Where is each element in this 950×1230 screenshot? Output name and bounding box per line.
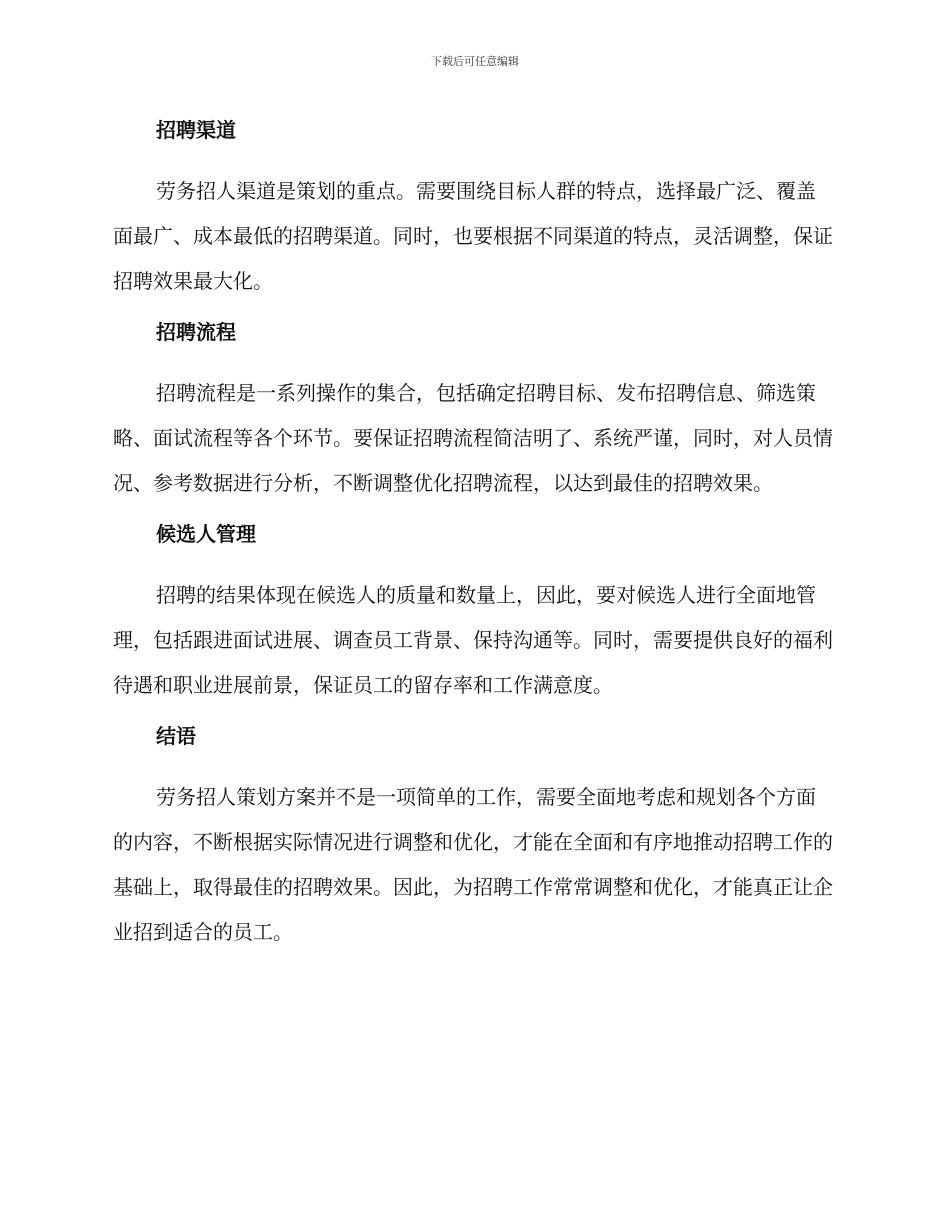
section-heading: 候选人管理 [156, 522, 256, 546]
section-recruitment-process [113, 318, 835, 506]
section-conclusion [113, 722, 835, 955]
section-heading: 招聘渠道 [156, 118, 236, 142]
section-candidate-management [113, 520, 835, 708]
page-header-note: 下载后可任意编辑 [431, 55, 519, 68]
section-heading: 招聘流程 [156, 320, 236, 344]
section-paragraph: 劳务招人渠道是策划的重点。需要围绕目标人群的特点，选择最广泛、覆盖面最广、成本最低的招聘渠道。同时，也要根据不同渠道的特点，灵活调整，保证招聘效果最大化。 [113, 179, 833, 293]
section-paragraph: 招聘的结果体现在候选人的质量和数量上，因此，要对候选人进行全面地管理，包括跟进面试进展、调查员工背景、保持沟通等。同时，需要提供良好的福利待遇和职业进展前景，保证员工的留存率和工作满意度。 [113, 583, 833, 697]
section-paragraph: 招聘流程是一系列操作的集合，包括确定招聘目标、发布招聘信息、筛选策略、面试流程等各个环节。要保证招聘流程简洁明了、系统严谨，同时，对人员情况、参考数据进行分析，不断调整优化招聘流程，以达到最佳的招聘效果。 [113, 381, 833, 495]
document-content [113, 116, 835, 955]
section-paragraph: 劳务招人策划方案并不是一项简单的工作，需要全面地考虑和规划各个方面的内容，不断根据实际情况进行调整和优化，才能在全面和有序地推动招聘工作的基础上，取得最佳的招聘效果。因此，为招聘工作常常调整和优化，才能真正让企业招到适合的员工。 [113, 785, 833, 944]
section-recruitment-channels [113, 116, 835, 304]
section-heading: 结语 [156, 724, 196, 748]
